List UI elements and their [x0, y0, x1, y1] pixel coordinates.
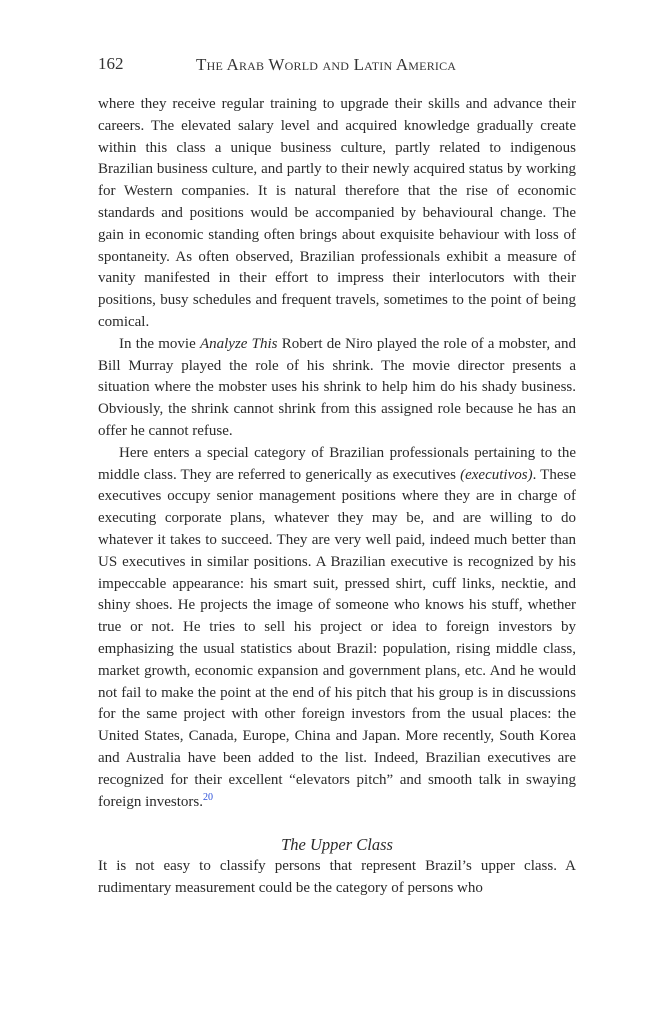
- paragraph-4: It is not easy to classify persons that represent Brazil’s upper class. A rudimentary measurement could be the category of persons who: [98, 858, 576, 897]
- footnote-link[interactable]: 20: [202, 791, 213, 803]
- paragraph-2-text-end: Robert de Niro played the role of a mobster, and Bill Murray played the role of his shrink. The movie director presents a situation where the mobster uses his shrink to help him do his shady business. Obviously, the shrink cannot shrink from this assigned role because he has an offer he cannot refuse.: [98, 335, 576, 439]
- section-heading: The Upper Class: [281, 835, 393, 855]
- running-head: [98, 54, 576, 76]
- paragraph-3: [98, 443, 576, 814]
- paragraph-1: where they receive regular training to upgrade their skills and advance their careers. The elevated salary level and acquired knowledge gradually create within this class a unique business culture, partly related to indigenous Brazilian business culture, and partly to their newly acquired status by working for Western companies. It is natural therefore that the rise of economic standards and positions would be accompanied by behavioural change. The gain in economic standing often brings about exquisite behaviour with loss of spontaneity. As often observed, Brazilian professionals exhibit a measure of vanity manifested in their effort to impress their interlocutors with their positions, busy schedules and frequent travels, sometimes to the point of being comical.: [98, 96, 576, 330]
- page-number: 162: [98, 54, 124, 73]
- movie-title: Analyze This: [199, 335, 278, 352]
- running-title: The Arab World and Latin America: [196, 55, 457, 74]
- paragraph-3-text-start: Here enters a special category of Brazilian professionals pertaining to the middle class. They are referred to generically as executives: [98, 444, 576, 483]
- paragraph-2-text-start: In the movie: [119, 335, 200, 352]
- body-text: [98, 94, 576, 900]
- paragraph-3-text-end: . These executives occupy senior management positions where they are in charge of executing corporate plans, whatever they may be, and are willing to do whatever it takes to succeed. They are very well paid, indeed much better than US executives in similar positions. A Brazilian executive is recognized by his impeccable appearance: his smart suit, pressed shirt, cuff links, necktie, and shiny shoes. He projects the image of someone who knows his stuff, whether true or not. He tries to sell his project or idea to foreign investors by emphasizing the usual statistics about Brazil: population, rising middle class, market growth, economic expansion and government plans, etc. And he would not fail to make the point at the end of his pitch that his group is in discussions for the same project with other foreign investors from the usual places: the United States, Canada, Europe, China and Japan. More recently, South Korea and Australia have been added to the list. Indeed, Brazilian executives are recognized for their excellent “elevators pitch” and smooth talk in swaying foreign investors.: [98, 466, 576, 810]
- paragraph-2: [98, 334, 576, 443]
- executivos-term: (executivos): [460, 466, 533, 483]
